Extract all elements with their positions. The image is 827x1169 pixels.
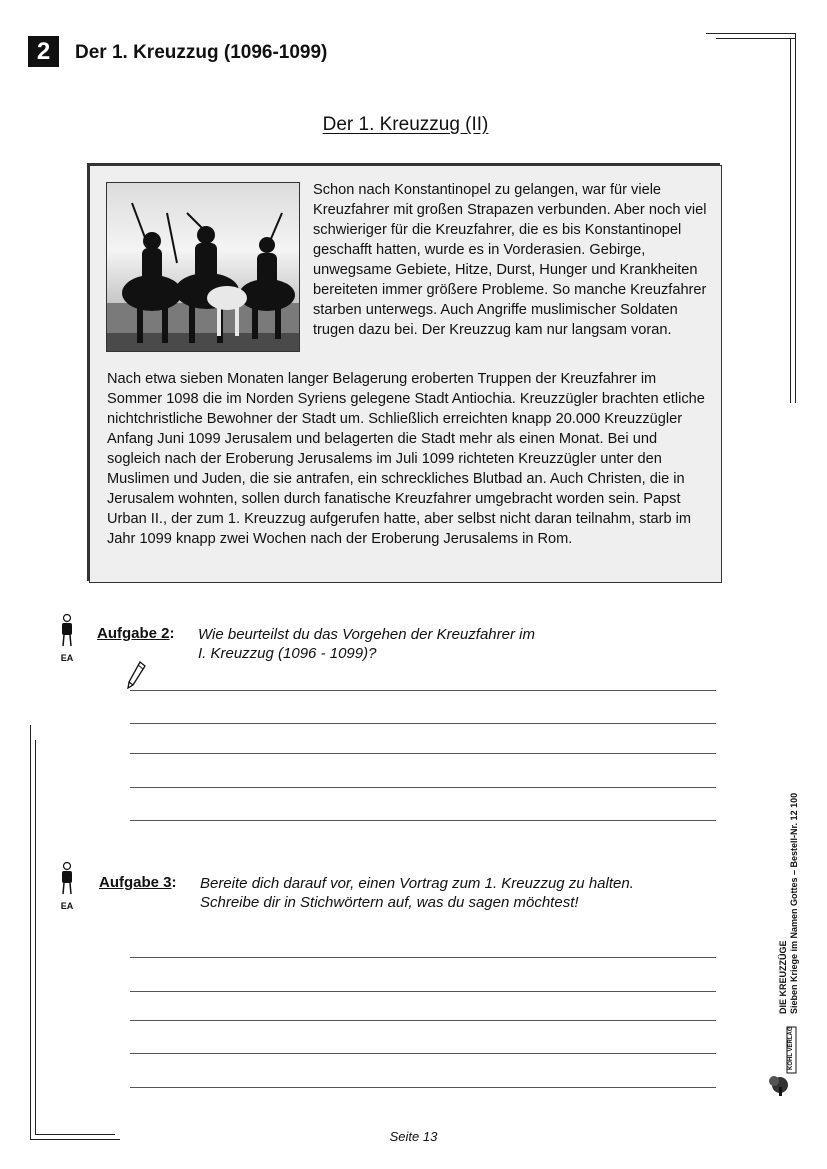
- task-2-label-text: Aufgabe 2: [97, 625, 170, 642]
- page-title: Der 1. Kreuzzug (II): [322, 114, 489, 135]
- task-3-ea-badge: [57, 862, 77, 911]
- corner-line-bottom-v: [30, 725, 31, 1140]
- publisher-name: KOHL VERLAG: [788, 1026, 794, 1070]
- task-2-ea-label: EA: [60, 653, 74, 663]
- answer-line[interactable]: [130, 957, 716, 958]
- student-figure-icon: [59, 614, 75, 648]
- info-paragraph-2: Nach etwa sieben Monaten langer Belagerung eroberten Truppen der Kreuzfahrer im Sommer 1098 die im Norden Syriens gelegene Stadt Antiochia. Kreuzzügler brachten etliche nichtchristliche Bewohner der Stadt um. Schließlich erreichten knapp 20.000 Kreuzzügler Anfang Juni 1099 Jerusalem und belagerten die Stadt mehr als einen Monat. Bei und sogleich nach der Eroberung Jerusalems im Juli 1099 richteten Kreuzzügler unter den Muslimen und Juden, die sie antrafen, ein schreckliches Blutbad an. Auch Christen, die in Jerusalem wohnten, sollen durch fanatische Kreuzfahrer umgebracht worden sein. Papst Urban II., der zum 1. Kreuzzug aufgerufen hatte, aber selbst nicht daran teilnahm, starb im Jahr 1099 knapp zwei Wochen nach der Eroberung Jerusalems in Rom.: [107, 371, 705, 547]
- task-2-text-line-1: Wie beurteilst du das Vorgehen der Kreuzfahrer im: [198, 626, 535, 643]
- chapter-number-badge: 2: [28, 36, 59, 67]
- corner-line-bottom-v2: [35, 740, 36, 1135]
- answer-line[interactable]: [130, 1087, 716, 1088]
- student-figure-icon: [59, 862, 75, 896]
- task-3-label: Aufgabe 3:: [99, 874, 177, 891]
- publisher-logo: [768, 1025, 798, 1097]
- info-text-paragraph-2: [107, 369, 712, 549]
- task-2-label: Aufgabe 2:: [97, 625, 175, 642]
- answer-line[interactable]: [130, 753, 716, 754]
- answer-line[interactable]: [130, 787, 716, 788]
- crusader-knights-photo: [106, 182, 300, 352]
- task-3-label-text: Aufgabe 3: [99, 874, 172, 891]
- knights-illustration-icon: [107, 183, 300, 352]
- answer-line[interactable]: [130, 723, 716, 724]
- info-text-paragraph-1: [313, 180, 713, 340]
- task-2-text-line-2: I. Kreuzzug (1096 - 1099)?: [198, 645, 377, 662]
- answer-line[interactable]: [130, 991, 716, 992]
- corner-line-top-h: [706, 33, 796, 34]
- corner-line-top-h2: [716, 38, 796, 39]
- task-3-ea-label: EA: [60, 901, 74, 911]
- answer-line[interactable]: [130, 1053, 716, 1054]
- task-2-ea-badge: [57, 614, 77, 663]
- corner-line-top-v: [795, 33, 796, 403]
- task-3-text-line-1: Bereite dich darauf vor, einen Vortrag zum 1. Kreuzzug zu halten.: [200, 875, 634, 892]
- answer-line[interactable]: [130, 690, 716, 691]
- chapter-title: Der 1. Kreuzzug (1096-1099): [75, 42, 328, 63]
- task-3-text: [200, 874, 634, 912]
- sidebar-series-title: DIE KREUZZÜGE: [778, 940, 788, 1014]
- answer-line[interactable]: [130, 820, 716, 821]
- sidebar-subtitle-order-number: Sieben Kriege im Namen Gottes – Bestell-Nr. 12 100: [789, 792, 799, 1014]
- task-2-text: [198, 625, 535, 663]
- page-number: Seite 13: [389, 1129, 438, 1144]
- task-3-text-line-2: Schreibe dir in Stichwörtern auf, was du sagen möchtest!: [200, 894, 579, 911]
- answer-line[interactable]: [130, 1020, 716, 1021]
- corner-line-top-v2: [790, 38, 791, 403]
- info-paragraph-1: Schon nach Konstantinopel zu gelangen, war für viele Kreuzfahrer mit großen Strapazen verbunden. Aber noch viel schwieriger für die Kreuzfahrer, die es bis Konstantinopel geschafft hatten, wurde es in Vorderasien. Gebirge, unwegsame Gebiete, Hitze, Durst, Hunger und Krankheiten bereiteten immer größere Probleme. So manche Kreuzfahrer starben unterwegs. Auch Angriffe muslimischer Soldaten trugen dazu bei. Der Kreuzzug kam nur langsam voran.: [313, 182, 707, 338]
